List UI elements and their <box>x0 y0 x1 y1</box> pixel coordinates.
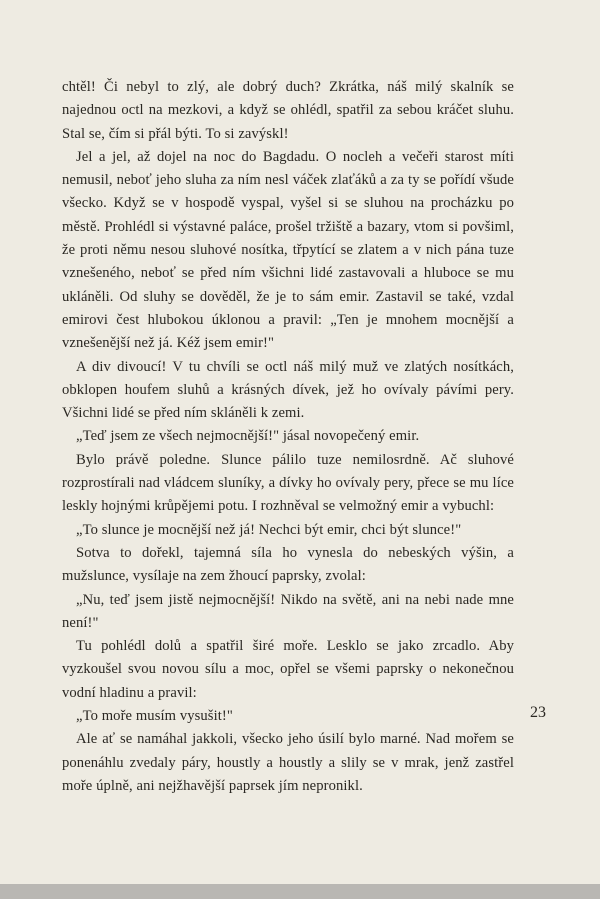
paragraph: Bylo právě poledne. Slunce pálilo tuze nemilosrdně. Ač sluhové rozprostírali nad vládcem sluníky, a dívky ho ovívaly pery, přece se mu líce leskly hojnými krůpějemi potu. I rozhněval se velmožný emir a vybuchl: <box>62 451 514 515</box>
paragraph: „Nu, teď jsem jistě nejmocnější! Nikdo na světě, ani na nebi nade mne není!" <box>62 591 514 631</box>
paragraph: chtěl! Či nebyl to zlý, ale dobrý duch? Zkrátka, náš milý skalník se najednou octl na mezkovi, a když se ohlédl, spatřil za sebou kráčet sluhu. Stal se, čím si přál býti. To si zavýskl! <box>62 79 514 142</box>
paragraph: „To slunce je mocnější než já! Nechci být emir, chci být slunce!" <box>76 521 462 538</box>
paragraph: Jel a jel, až dojel na noc do Bagdadu. O nocleh a večeři starost míti nemusil, neboť jeho sluha za ním nesl váček zlaťáků a za ty se pořídí všude všecko. Když se v hospodě vyspal, vyšel si se sluhou na procházku po městě. Prohlédl si výstavné paláce, prošel tržiště a bazary, vtom si povšiml, že proti němu nesou sluhové nosítka, třpytící se zlatem a v nich pána tuze vznešeného, neboť se před ním všichni lidé zastavovali a hluboce se mu ukláněli. Od sluhy se dověděl, že je to sám emir. Zastavil se také, vzdal emirovi čest hlubokou úklonou a pravil: „Ten je mnohem mocnější a vznešenější než já. Kéž jsem emir!" <box>62 148 514 352</box>
paragraph: Ale ať se namáhal jakkoli, všecko jeho úsilí bylo marné. Nad mořem se ponenáhlu zvedaly páry, houstly a houstly a slily se v mrak, jenž zastřel moře úplně, ani nejžhavější paprsek jím nepronikl. <box>62 731 514 794</box>
paragraph: Sotva to dořekl, tajemná síla ho vynesla do nebeských výšin, a mužslunce, vysílaje na zem žhoucí paprsky, zvolal: <box>62 544 514 585</box>
paragraph: Tu pohlédl dolů a spatřil širé moře. Lesklo se jako zrcadlo. Aby vyzkoušel svou novou sílu a moc, opřel se všemi paprsky o nekonečnou vodní hladinu a pravil: <box>62 638 514 701</box>
paragraph: A div divoucí! V tu chvíli se octl náš milý muž ve zlatých nosítkách, obklopen houfem sluhů a krásných dívek, jež ho ovívaly pávími pery. Všichni lidé se před ním skláněli k zemi. <box>62 358 514 422</box>
scan-edge <box>0 884 600 899</box>
body-text <box>62 76 514 798</box>
paragraph: „Teď jsem ze všech nejmocnější!" jásal novopečený emir. <box>76 428 420 445</box>
page-number: 23 <box>530 704 546 721</box>
paragraph: „To moře musím vysušit!" <box>76 708 233 725</box>
